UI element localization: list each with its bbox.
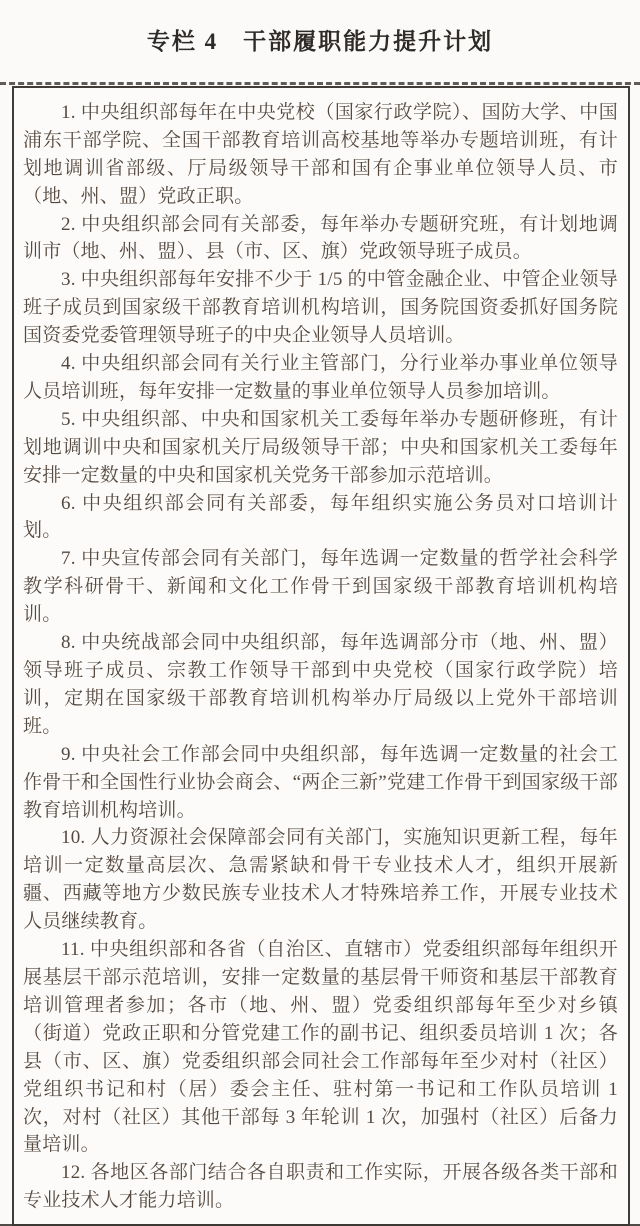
plan-item-7: 7. 中央宣传部会同有关部门，每年选调一定数量的哲学社会科学教学科研骨干、新闻和文化工作骨干到国家级干部教育培训机构培训。 — [23, 548, 618, 626]
plan-item-11: 11. 中央组织部和各省（自治区、直辖市）党委组织部每年组织开展基层干部示范培训，安排一定数量的基层骨干师资和基层干部教育培训管理者参加；各市（地、州、盟）党委组织部每年至少对乡镇（街道）党政正职和分管党建工作的副书记、组织委员培训 1 次；各县（市、区、旗）党委组织部会同社会工作部每年至少对村（社区）党组织书记和村（居）委会主任、驻村第一书记和工作队员培训 1 次，对村（社区）其他干部每 3 年轮训 1 次，加强村（社区）后备力量培训。 — [23, 939, 618, 1156]
plan-item-12: 12. 各地区各部门结合各自职责和工作实际，开展各级各类干部和专业技术人才能力培训。 — [23, 1162, 618, 1212]
plan-item-4: 4. 中央组织部会同有关行业主管部门，分行业举办事业单位领导人员培训班，每年安排一定数量的事业单位领导人员参加培训。 — [23, 353, 618, 402]
plan-item-9: 9. 中央社会工作部会同中央组织部，每年选调一定数量的社会工作骨干和全国性行业协会商会、“两企三新”党建工作骨干到国家级干部教育培训机构培训。 — [23, 743, 618, 821]
top-dashed-rule — [0, 82, 640, 85]
training-plan-box — [12, 86, 630, 1226]
plan-item-6: 6. 中央组织部会同有关部委，每年组织实施公务员对口培训计划。 — [23, 492, 618, 542]
page-title: 专栏 4 干部履职能力提升计划 — [146, 29, 494, 54]
document-page — [0, 27, 640, 1212]
plan-item-8: 8. 中央统战部会同中央组织部，每年选调部分市（地、州、盟）领导班子成员、宗教工作领导干部到中央党校（国家行政学院）培训，定期在国家级干部教育培训机构举办厅局级以上党外干部培训班。 — [23, 632, 618, 737]
plan-item-5: 5. 中央组织部、中央和国家机关工委每年举办专题研修班，有计划地调训中央和国家机关厅局级领导干部；中央和国家机关工委每年安排一定数量的中央和国家机关党务干部参加示范培训。 — [23, 408, 618, 486]
plan-item-1: 1. 中央组织部每年在中央党校（国家行政学院）、国防大学、中国浦东干部学院、全国干部教育培训高校基地等举办专题培训班，有计划地调训省部级、厅局级领导干部和国有企事业单位领导人员、市（地、州、盟）党政正职。 — [23, 101, 618, 207]
plan-item-10: 10. 人力资源社会保障部会同有关部门，实施知识更新工程，每年培训一定数量高层次、急需紧缺和骨干专业技术人才，组织开展新疆、西藏等地方少数民族专业技术人才特殊培养工作，开展专业技术人员继续教育。 — [23, 827, 618, 933]
plan-item-3: 3. 中央组织部每年安排不少于 1/5 的中管金融企业、中管企业领导班子成员到国家级干部教育培训机构培训，国务院国资委抓好国务院国资委党委管理领导班子的中央企业领导人员培训。 — [23, 269, 618, 347]
plan-item-2: 2. 中央组织部会同有关部委，每年举办专题研究班，有计划地调训市（地、州、盟）、县（市、区、旗）党政领导班子成员。 — [23, 213, 618, 263]
